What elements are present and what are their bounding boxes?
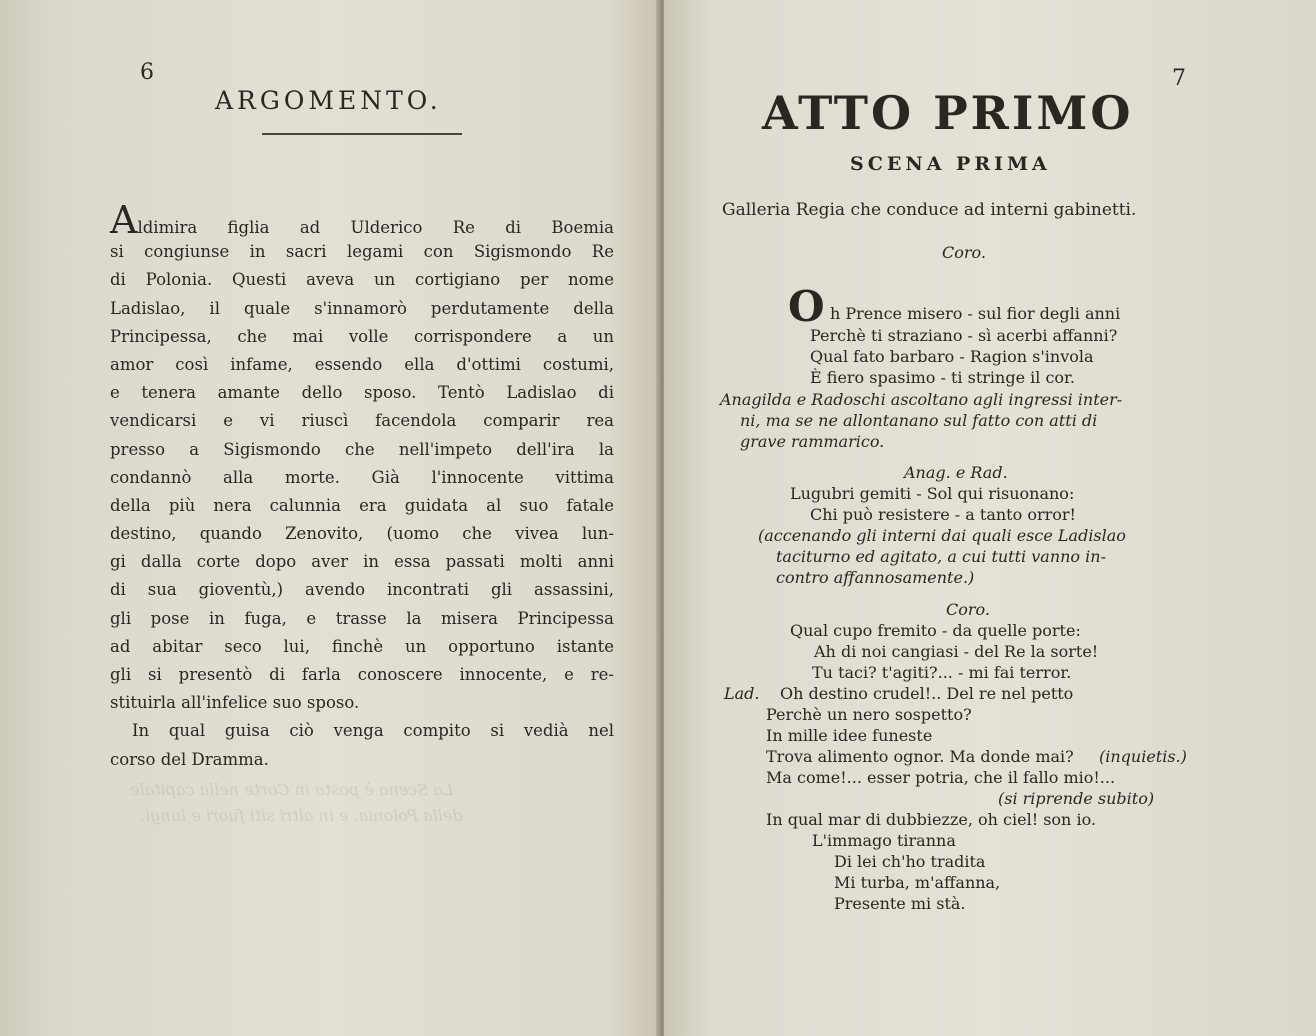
drop-cap: A xyxy=(110,198,138,242)
text-line: e tenera amante dello sposo. Tentò Ladislao di xyxy=(110,383,614,403)
verse-line: Lugubri gemiti - Sol qui risuonano: xyxy=(790,484,1075,503)
page-number-left: 6 xyxy=(140,60,154,85)
bleed-through-text: La Scena è posta in Corte nella capitale xyxy=(130,780,454,799)
page-number-right: 7 xyxy=(1172,66,1186,91)
text-line: In qual guisa ciò venga compito si vedià nel xyxy=(132,721,614,741)
act-title: ATTO PRIMO xyxy=(762,86,1134,140)
verse-line: Trova alimento ognor. Ma donde mai? xyxy=(766,747,1074,766)
verse-line: Ah di noi cangiasi - del Re la sorte! xyxy=(814,642,1099,661)
speaker-anag-rad: Anag. e Rad. xyxy=(904,463,1008,482)
text-line: presso a Sigismondo che nell'impeto dell'ira la xyxy=(110,439,614,459)
stage-direction: grave rammarico. xyxy=(740,432,885,451)
speaker-ladislao: Lad. xyxy=(724,684,760,703)
verse-line: In qual mar di dubbiezze, oh ciel! son io. xyxy=(766,810,1096,829)
text-line: si congiunse in sacri legami con Sigismondo Re xyxy=(110,242,614,262)
stage-direction: taciturno ed agitato, a cui tutti vanno in- xyxy=(776,547,1106,566)
text-line: destino, quando Zenovito, (uomo che vivea lun- xyxy=(110,524,614,544)
stage-direction: ni, ma se ne allontanano sul fatto con atti di xyxy=(740,411,1098,430)
stage-direction: (si riprende subito) xyxy=(998,789,1155,808)
bleed-through-text: della Polonia, e in altri siti fuori e lungi. xyxy=(140,806,463,825)
text-line: amor così infame, essendo ella d'ottimi costumi, xyxy=(110,354,614,374)
text-line: Principessa, che mai volle corrispondere a un xyxy=(110,326,614,346)
stage-direction: contro affannosamente.) xyxy=(776,568,975,587)
text-line: gi dalla corte dopo aver in essa passati molti anni xyxy=(110,552,614,572)
verse-line: L'immago tiranna xyxy=(812,831,956,850)
verse-line: È fiero spasimo - ti stringe il cor. xyxy=(810,368,1076,387)
verse-line: In mille idee funeste xyxy=(766,726,933,745)
text-line: corso del Dramma. xyxy=(110,749,269,769)
stage-direction: (inquietis.) xyxy=(1099,747,1187,766)
text-line: di Polonia. Questi aveva un cortigiano per nome xyxy=(110,270,614,290)
text-line: Ladislao, il quale s'innamorò perdutamente della xyxy=(110,298,614,318)
text-line: Aldimira figlia ad Ulderico Re di Boemia xyxy=(110,198,614,242)
verse-line: Perchè un nero sospetto? xyxy=(766,705,972,724)
text-line: stituirla all'infelice suo sposo. xyxy=(110,693,360,713)
scene-setting: Galleria Regia che conduce ad interni gabinetti. xyxy=(722,200,1137,220)
text-line: vendicarsi e vi riuscì facendola comparir rea xyxy=(110,411,614,431)
verse-line: Mi turba, m'affanna, xyxy=(834,873,1001,892)
text-line: condannò alla morte. Già l'innocente vittima xyxy=(110,467,614,487)
text-line: ad abitar seco lui, finchè un opportuno istante xyxy=(110,636,614,656)
verse-line: Perchè ti straziano - sì acerbi affanni? xyxy=(810,326,1118,345)
text-line: della più nera calunnia era guidata al suo fatale xyxy=(110,495,614,515)
verse-line: Oh destino crudel!.. Del re nel petto xyxy=(780,684,1074,703)
heading-rule xyxy=(262,133,462,135)
stage-direction: (accenando gli interni dai quali esce Ladislao xyxy=(758,526,1126,545)
text-line: gli pose in fuga, e trasse la misera Principessa xyxy=(110,608,614,628)
text-line: di sua gioventù,) avendo incontrati gli assassini, xyxy=(110,580,614,600)
scene-title: SCENA PRIMA xyxy=(850,153,1051,175)
verse-line: Tu taci? t'agiti?... - mi fai terror. xyxy=(812,663,1072,682)
verse-line: Di lei ch'ho tradita xyxy=(834,852,986,871)
text-line: gli si presentò di farla conoscere innocente, e re- xyxy=(110,665,614,684)
speaker-coro: Coro. xyxy=(946,600,990,619)
verse-line: Qual cupo fremito - da quelle porte: xyxy=(790,621,1081,640)
argomento-text xyxy=(110,198,614,774)
argomento-heading: ARGOMENTO. xyxy=(215,86,442,115)
verse-initial: O xyxy=(788,282,825,331)
verse-line: Chi può resistere - a tanto orror! xyxy=(810,505,1076,524)
speaker-coro: Coro. xyxy=(942,243,986,262)
verse-line: h Prence misero - sul fior degli anni xyxy=(830,304,1121,323)
verse-line: Presente mi stà. xyxy=(834,894,966,913)
verse-line: Ma come!... esser potria, che il fallo mio!... xyxy=(766,768,1116,787)
stage-direction: Anagilda e Radoschi ascoltano agli ingressi inter- xyxy=(720,390,1123,409)
verse-line: Qual fato barbaro - Ragion s'invola xyxy=(810,347,1094,366)
